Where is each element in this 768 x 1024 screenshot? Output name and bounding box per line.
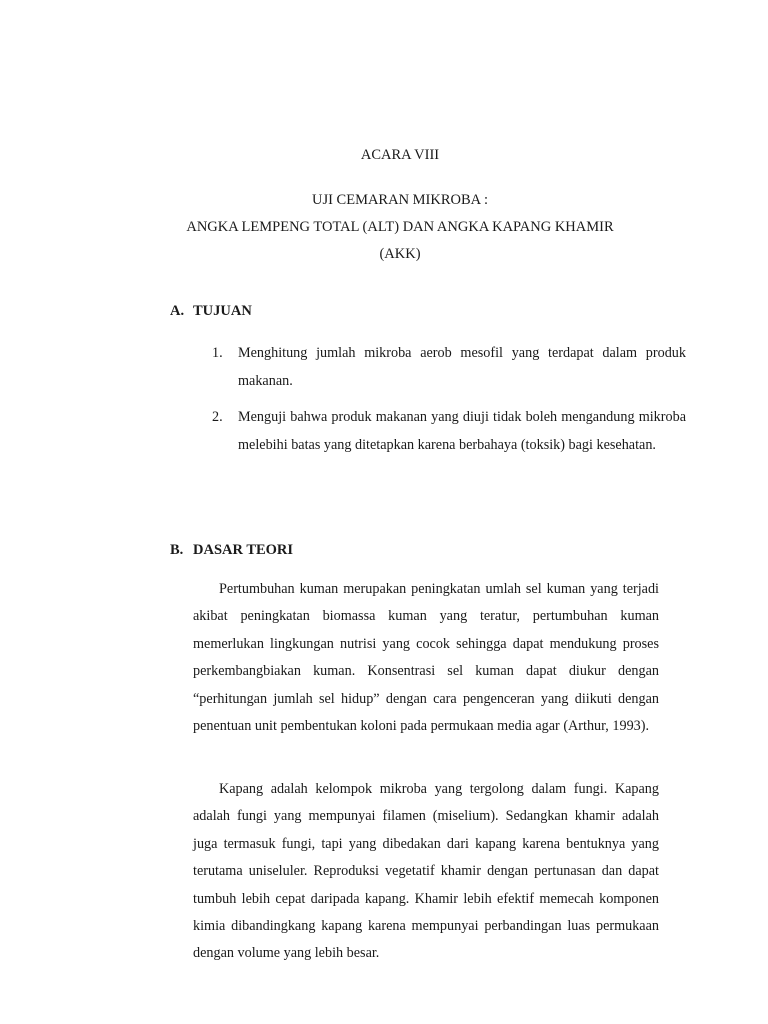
section-heading-text: TUJUAN [193, 303, 252, 319]
section-heading-dasar-teori [170, 542, 293, 559]
list-item-number: 1. [212, 345, 223, 361]
list-item-text: Menguji bahwa produk makanan yang diuji tidak boleh mengandung mikroba melebihi batas yang ditetapkan karena berbahaya (toksik) bagi kesehatan. [238, 409, 686, 453]
section-heading-text: DASAR TEORI [193, 542, 294, 558]
subtitle-line: ANGKA LEMPENG TOTAL (ALT) DAN ANGKA KAPANG KHAMIR [186, 219, 614, 235]
paragraph: Kapang adalah kelompok mikroba yang tergolong dalam fungi. Kapang adalah fungi yang mempunyai filamen (miselium). Sedangkan khamir adalah juga termasuk fungi, tapi yang dibedakan dari kapang karena bentuknya yang terutama uniseluler. Reproduksi vegetatif khamir dengan pertunasan dan dapat tumbuh lebih cepat daripada kapang. Khamir lebih efektif memecah komponen kimia dibandingkang kapang karena mempunyai perbandingan luas permukaan dengan volume yang lebih besar. [193, 781, 659, 962]
list-item [212, 340, 686, 395]
section-marker: A. [170, 303, 185, 319]
list-item [212, 404, 686, 459]
page-subtitle [150, 187, 650, 268]
list-item-number: 2. [212, 409, 223, 425]
page-title [150, 147, 650, 164]
subtitle-line: UJI CEMARAN MIKROBA : [311, 192, 489, 208]
section-marker: B. [170, 542, 184, 558]
paragraph: Pertumbuhan kuman merupakan peningkatan umlah sel kuman yang terjadi akibat peningkatan biomassa kuman yang teratur, pertumbuhan kuman memerlukan lingkungan nutrisi yang cocok sehingga dapat mendukung proses perkembangbiakan kuman. Konsentrasi sel kuman dapat diukur dengan “perhitungan jumlah sel hidup” dengan cara pengenceran yang diikuti dengan penentuan unit pembentukan koloni pada permukaan media agar (Arthur, 1993). [193, 581, 659, 735]
title-text: ACARA VIII [360, 147, 440, 163]
subtitle-line: (AKK) [379, 246, 421, 262]
section-heading-tujuan [170, 303, 252, 320]
list-item-text: Menghitung jumlah mikroba aerob mesofil yang terdapat dalam produk makanan. [238, 345, 686, 389]
